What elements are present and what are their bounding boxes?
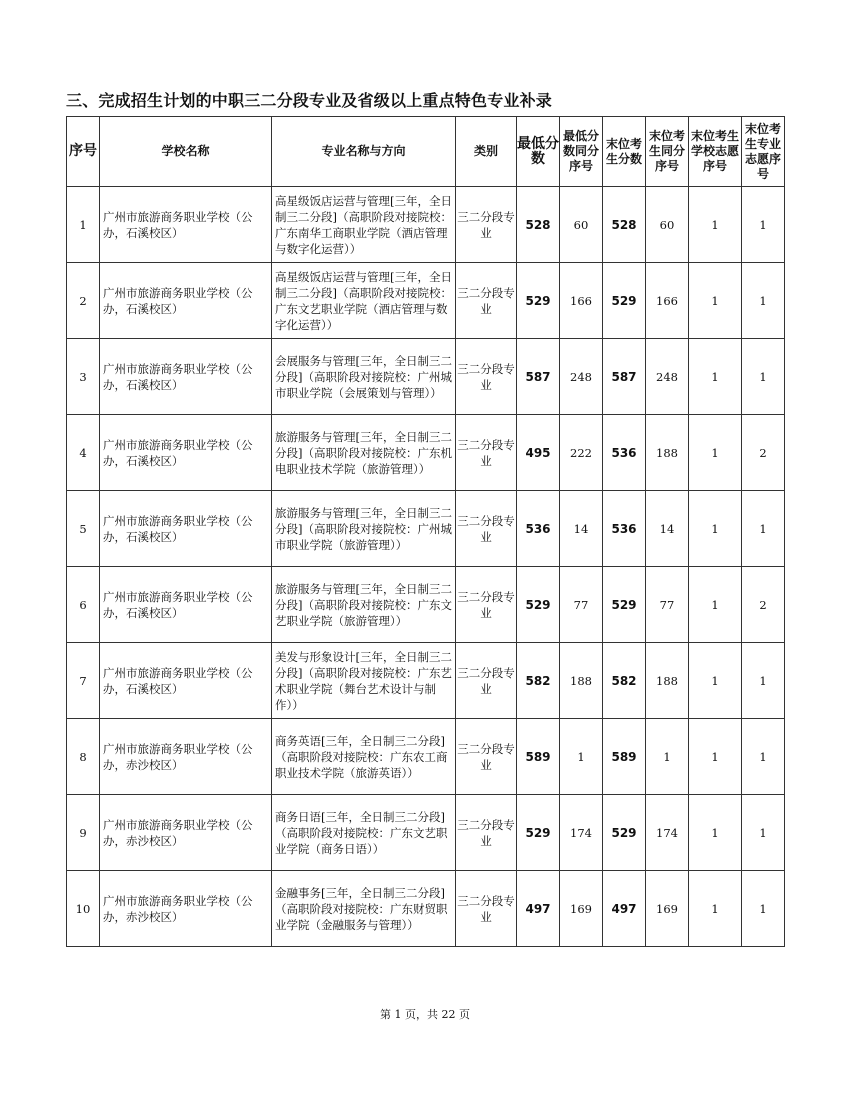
row-seq: 6 [67,567,100,643]
row-category: 三二分段专业 [456,567,517,643]
row-min-score: 528 [517,187,560,263]
row-last-score: 529 [603,795,646,871]
row-last-score: 536 [603,491,646,567]
row-major: 商务日语[三年，全日制三二分段]（高职阶段对接院校：广东文艺职业学院（商务日语）） [272,795,456,871]
row-school-pref: 1 [689,415,742,491]
row-seq: 2 [67,263,100,339]
row-category: 三二分段专业 [456,339,517,415]
header-major: 专业名称与方向 [272,117,456,187]
row-min-rank: 77 [560,567,603,643]
row-last-score: 582 [603,643,646,719]
row-seq: 9 [67,795,100,871]
row-school: 广州市旅游商务职业学校（公办，石溪校区） [100,263,272,339]
table-row [67,263,785,339]
row-major-pref: 1 [742,263,785,339]
row-min-score: 589 [517,719,560,795]
row-last-rank: 77 [646,567,689,643]
row-major-pref: 2 [742,567,785,643]
header-last-school-pref: 末位考生学校志愿序号 [689,117,742,187]
row-major-pref: 1 [742,719,785,795]
header-last-score: 末位考生分数 [603,117,646,187]
row-min-rank: 14 [560,491,603,567]
row-seq: 1 [67,187,100,263]
row-last-rank: 174 [646,795,689,871]
row-category: 三二分段专业 [456,871,517,947]
row-category: 三二分段专业 [456,187,517,263]
row-seq: 3 [67,339,100,415]
row-major: 旅游服务与管理[三年，全日制三二分段]（高职阶段对接院校：广东文艺职业学院（旅游管理）） [272,567,456,643]
row-min-score: 587 [517,339,560,415]
row-major-pref: 1 [742,643,785,719]
row-major: 高星级饭店运营与管理[三年，全日制三二分段]（高职阶段对接院校：广东南华工商职业学院（酒店管理与数字化运营）） [272,187,456,263]
row-school-pref: 1 [689,795,742,871]
row-min-score: 529 [517,263,560,339]
row-last-rank: 60 [646,187,689,263]
row-school: 广州市旅游商务职业学校（公办，石溪校区） [100,339,272,415]
row-major: 商务英语[三年，全日制三二分段]（高职阶段对接院校：广东农工商职业技术学院（旅游英语）） [272,719,456,795]
row-min-score: 497 [517,871,560,947]
row-last-score: 497 [603,871,646,947]
row-school-pref: 1 [689,719,742,795]
row-school: 广州市旅游商务职业学校（公办，赤沙校区） [100,795,272,871]
row-major: 会展服务与管理[三年，全日制三二分段]（高职阶段对接院校：广州城市职业学院（会展策划与管理）） [272,339,456,415]
row-school: 广州市旅游商务职业学校（公办，石溪校区） [100,491,272,567]
header-category: 类别 [456,117,517,187]
row-last-rank: 188 [646,643,689,719]
row-major: 金融事务[三年，全日制三二分段]（高职阶段对接院校：广东财贸职业学院（金融服务与管理）） [272,871,456,947]
row-seq: 10 [67,871,100,947]
row-last-score: 587 [603,339,646,415]
row-major-pref: 2 [742,415,785,491]
row-min-rank: 169 [560,871,603,947]
row-major: 旅游服务与管理[三年，全日制三二分段]（高职阶段对接院校：广东机电职业技术学院（旅游管理）） [272,415,456,491]
row-school: 广州市旅游商务职业学校（公办，赤沙校区） [100,871,272,947]
row-category: 三二分段专业 [456,643,517,719]
row-school: 广州市旅游商务职业学校（公办，石溪校区） [100,187,272,263]
row-category: 三二分段专业 [456,263,517,339]
row-major-pref: 1 [742,339,785,415]
page-footer: 第 1 页，共 22 页 [380,1008,470,1021]
row-school: 广州市旅游商务职业学校（公办，石溪校区） [100,567,272,643]
row-min-score: 529 [517,567,560,643]
header-seq: 序号 [67,117,100,187]
header-min-rank: 最低分数同分序号 [560,117,603,187]
row-seq: 4 [67,415,100,491]
row-school-pref: 1 [689,643,742,719]
row-min-score: 529 [517,795,560,871]
row-school-pref: 1 [689,187,742,263]
row-school: 广州市旅游商务职业学校（公办，赤沙校区） [100,719,272,795]
row-last-rank: 169 [646,871,689,947]
row-major: 高星级饭店运营与管理[三年，全日制三二分段]（高职阶段对接院校：广东文艺职业学院（酒店管理与数字化运营）） [272,263,456,339]
row-last-score: 529 [603,567,646,643]
row-last-rank: 1 [646,719,689,795]
header-last-rank: 末位考生同分序号 [646,117,689,187]
row-school-pref: 1 [689,339,742,415]
row-min-score: 582 [517,643,560,719]
row-min-rank: 60 [560,187,603,263]
row-school: 广州市旅游商务职业学校（公办，石溪校区） [100,415,272,491]
row-major-pref: 1 [742,795,785,871]
row-seq: 7 [67,643,100,719]
header-last-major-pref: 末位考生专业志愿序号 [742,117,785,187]
row-min-rank: 166 [560,263,603,339]
row-category: 三二分段专业 [456,415,517,491]
row-min-rank: 222 [560,415,603,491]
row-last-score: 589 [603,719,646,795]
page-title: 三、完成招生计划的中职三二分段专业及省级以上重点特色专业补录 [66,91,553,110]
row-last-rank: 188 [646,415,689,491]
row-last-score: 536 [603,415,646,491]
row-school-pref: 1 [689,263,742,339]
row-last-rank: 14 [646,491,689,567]
table-row [67,643,785,719]
row-min-rank: 174 [560,795,603,871]
row-school-pref: 1 [689,567,742,643]
row-category: 三二分段专业 [456,491,517,567]
table-row [67,491,785,567]
row-school: 广州市旅游商务职业学校（公办，石溪校区） [100,643,272,719]
table-row [67,871,785,947]
row-school-pref: 1 [689,491,742,567]
row-category: 三二分段专业 [456,719,517,795]
row-min-score: 495 [517,415,560,491]
row-seq: 5 [67,491,100,567]
header-school: 学校名称 [100,117,272,187]
row-min-rank: 248 [560,339,603,415]
row-min-score: 536 [517,491,560,567]
table-row [67,567,785,643]
row-last-score: 528 [603,187,646,263]
row-major: 旅游服务与管理[三年，全日制三二分段]（高职阶段对接院校：广州城市职业学院（旅游管理）） [272,491,456,567]
table-row [67,795,785,871]
table-header-row [67,117,785,187]
table-row [67,415,785,491]
row-last-score: 529 [603,263,646,339]
row-school-pref: 1 [689,871,742,947]
row-major: 美发与形象设计[三年，全日制三二分段]（高职阶段对接院校：广东艺术职业学院（舞台艺术设计与制作）） [272,643,456,719]
row-major-pref: 1 [742,187,785,263]
table-row [67,719,785,795]
table-row [67,339,785,415]
row-category: 三二分段专业 [456,795,517,871]
row-last-rank: 248 [646,339,689,415]
row-min-rank: 188 [560,643,603,719]
row-seq: 8 [67,719,100,795]
row-major-pref: 1 [742,871,785,947]
admission-table [66,116,785,947]
row-major-pref: 1 [742,491,785,567]
table-row [67,187,785,263]
row-last-rank: 166 [646,263,689,339]
row-min-rank: 1 [560,719,603,795]
header-min-score: 最低分数 [517,117,560,187]
